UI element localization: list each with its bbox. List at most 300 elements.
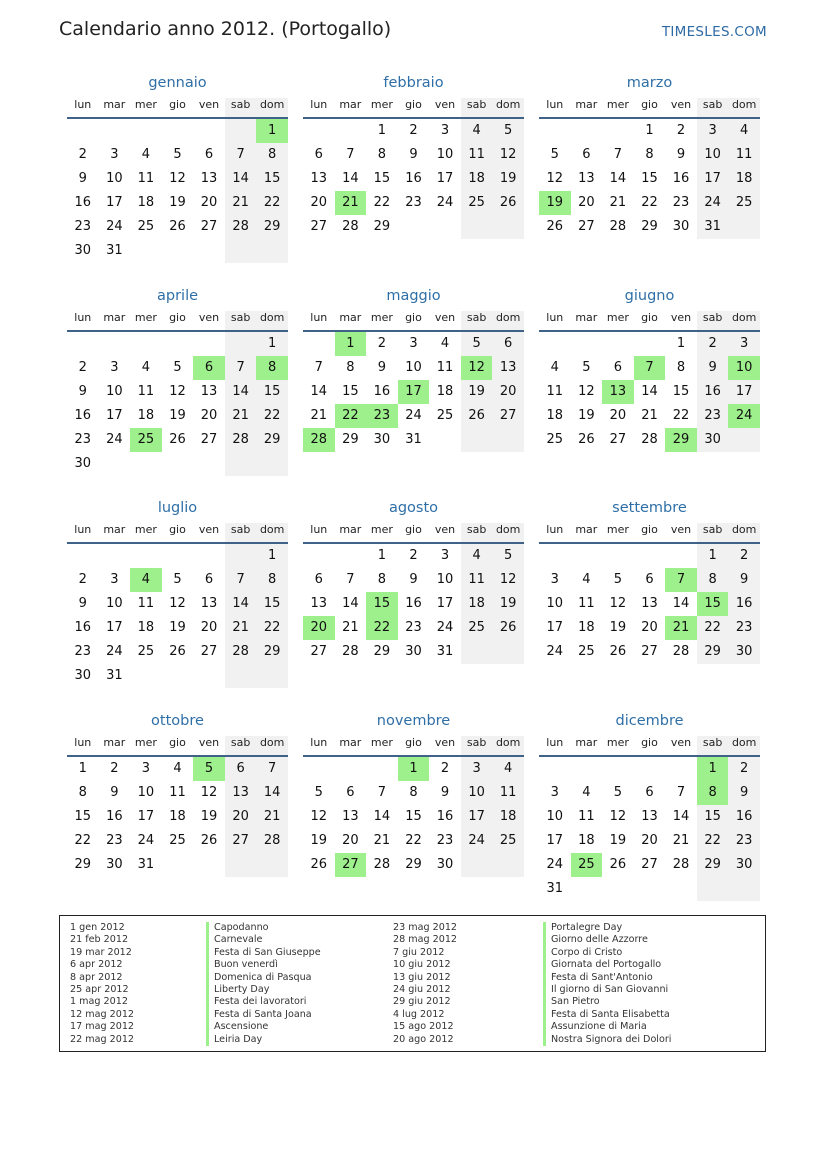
weekday-label: sab xyxy=(461,98,493,117)
holiday-day-cell: 7 xyxy=(665,568,697,592)
day-cell: 29 xyxy=(697,853,729,877)
empty-cell xyxy=(634,544,666,568)
weekday-label: dom xyxy=(256,311,288,330)
day-cell: 15 xyxy=(672,384,690,399)
weekday-label: gio xyxy=(405,736,422,749)
empty-cell xyxy=(539,544,571,568)
empty-cell xyxy=(429,215,461,239)
day-cell: 2 xyxy=(728,757,760,781)
month-name: maggio xyxy=(386,288,441,304)
day-cell: 29 xyxy=(342,432,359,447)
day-cell: 19 xyxy=(310,833,328,848)
day-cell: 16 xyxy=(106,809,123,824)
month-luglio xyxy=(67,498,288,688)
day-cell: 6 xyxy=(204,147,214,162)
day-cell: 3 xyxy=(550,572,559,587)
weekday-label: gio xyxy=(169,523,186,536)
day-cell: 28 xyxy=(225,428,257,452)
day-cell: 11 xyxy=(728,143,760,167)
day-cell: 1 xyxy=(377,548,387,563)
holiday-day-cell: 15 xyxy=(697,592,729,616)
day-cell: 23 xyxy=(74,644,92,659)
legend-date: 1 gen 2012 xyxy=(70,922,125,933)
weekday-label: dom xyxy=(492,523,524,542)
day-cell: 12 xyxy=(310,809,328,824)
day-cell: 11 xyxy=(436,360,454,375)
empty-cell xyxy=(634,332,666,356)
day-grid xyxy=(67,757,288,877)
day-cell: 25 xyxy=(436,408,454,423)
weekday-label: mer xyxy=(370,98,393,111)
month-name: ottobre xyxy=(151,713,204,729)
day-cell: 11 xyxy=(578,596,595,611)
day-cell: 19 xyxy=(492,167,524,191)
weekday-header xyxy=(539,523,760,542)
day-cell: 2 xyxy=(78,360,87,375)
empty-cell xyxy=(193,544,225,568)
day-cell: 30 xyxy=(672,219,690,234)
day-cell: 19 xyxy=(200,809,218,824)
day-cell: 26 xyxy=(200,833,218,848)
day-cell: 23 xyxy=(405,620,422,635)
legend-holiday-name: Ascensione xyxy=(206,1021,321,1033)
day-cell: 14 xyxy=(256,781,288,805)
weekday-label: gio xyxy=(405,311,422,324)
month-maggio xyxy=(303,286,524,452)
legend-date: 22 mag 2012 xyxy=(70,1033,135,1045)
empty-cell xyxy=(99,119,131,143)
day-cell: 23 xyxy=(74,219,92,234)
legend-dates-right xyxy=(393,922,457,1046)
day-cell: 20 xyxy=(492,380,524,404)
holiday-day-cell: 8 xyxy=(697,781,729,805)
day-cell: 22 xyxy=(697,829,729,853)
holiday-day-cell: 25 xyxy=(130,428,162,452)
day-cell: 10 xyxy=(697,143,729,167)
weekday-label: dom xyxy=(492,98,524,117)
day-cell: 10 xyxy=(137,785,155,800)
empty-cell xyxy=(303,119,335,143)
weekday-label: lun xyxy=(310,736,328,749)
weekday-header xyxy=(67,523,288,542)
day-cell: 17 xyxy=(546,620,564,635)
day-cell: 3 xyxy=(550,785,559,800)
legend-date: 15 ago 2012 xyxy=(393,1021,454,1033)
day-cell: 15 xyxy=(342,384,359,399)
empty-cell xyxy=(492,640,524,664)
empty-cell xyxy=(634,757,666,781)
weekday-label: mar xyxy=(339,98,362,111)
day-cell: 18 xyxy=(546,408,564,423)
day-cell: 17 xyxy=(728,380,760,404)
weekday-label: mar xyxy=(103,736,126,749)
day-cell: 30 xyxy=(697,428,729,452)
day-cell: 4 xyxy=(582,572,591,587)
legend-holiday-name: Festa di Sant'Antonio xyxy=(543,972,671,984)
day-cell: 17 xyxy=(106,408,123,423)
holiday-day-cell: 7 xyxy=(634,356,666,380)
day-cell: 6 xyxy=(314,572,323,587)
empty-cell xyxy=(193,332,225,356)
day-cell: 5 xyxy=(173,147,182,162)
day-cell: 1 xyxy=(256,332,288,356)
weekday-label: ven xyxy=(198,98,220,111)
day-cell: 3 xyxy=(110,147,119,162)
day-cell: 29 xyxy=(405,857,422,872)
day-cell: 8 xyxy=(676,360,686,375)
weekday-header xyxy=(539,98,760,117)
weekday-label: mer xyxy=(606,98,629,111)
day-cell: 25 xyxy=(461,191,493,215)
weekday-label: mer xyxy=(134,311,157,324)
day-cell: 28 xyxy=(373,857,391,872)
empty-cell xyxy=(256,452,288,476)
legend-date: 17 mag 2012 xyxy=(70,1021,135,1033)
empty-cell xyxy=(162,119,194,143)
weekday-label: sab xyxy=(697,523,729,542)
month-name: giugno xyxy=(624,288,675,304)
day-cell: 19 xyxy=(492,592,524,616)
month-giugno xyxy=(539,286,760,452)
empty-cell xyxy=(99,452,131,476)
day-cell: 28 xyxy=(672,857,690,872)
day-cell: 30 xyxy=(728,853,760,877)
empty-cell xyxy=(130,332,162,356)
weekday-label: ven xyxy=(670,98,692,111)
holiday-day-cell: 15 xyxy=(366,592,398,616)
day-cell: 20 xyxy=(342,833,359,848)
day-cell: 9 xyxy=(728,781,760,805)
day-cell: 2 xyxy=(440,761,450,776)
day-cell: 23 xyxy=(405,195,422,210)
empty-cell xyxy=(256,853,288,877)
month-name: agosto xyxy=(388,500,439,516)
legend-holiday-name: Liberty Day xyxy=(206,984,321,996)
holiday-day-cell: 22 xyxy=(335,404,367,428)
month-agosto xyxy=(303,498,524,664)
weekday-label: dom xyxy=(728,523,760,542)
day-cell: 6 xyxy=(613,360,623,375)
empty-cell xyxy=(303,544,335,568)
day-grid xyxy=(67,332,288,476)
weekday-label: lun xyxy=(74,523,92,536)
day-cell: 10 xyxy=(106,596,123,611)
holiday-day-cell: 24 xyxy=(728,404,760,428)
day-cell: 15 xyxy=(74,809,92,824)
day-cell: 2 xyxy=(110,761,119,776)
empty-cell xyxy=(99,544,131,568)
empty-cell xyxy=(162,332,194,356)
legend-holiday-name: Festa di Santa Joana xyxy=(206,1009,321,1021)
legend-holiday-name: Carnevale xyxy=(206,934,321,946)
empty-cell xyxy=(193,239,225,263)
weekday-label: mer xyxy=(370,523,393,536)
day-cell: 26 xyxy=(609,644,627,659)
day-cell: 22 xyxy=(373,195,391,210)
holiday-day-cell: 17 xyxy=(398,380,430,404)
day-cell: 26 xyxy=(169,219,186,234)
day-cell: 15 xyxy=(405,809,422,824)
month-name: febbraio xyxy=(383,75,444,91)
day-cell: 9 xyxy=(440,785,450,800)
legend-holiday-name: Il giorno di San Giovanni xyxy=(543,984,671,996)
empty-cell xyxy=(728,428,760,452)
day-cell: 22 xyxy=(672,408,690,423)
day-cell: 6 xyxy=(314,147,323,162)
empty-cell xyxy=(571,544,603,568)
day-cell: 12 xyxy=(492,143,524,167)
weekday-label: gio xyxy=(169,311,186,324)
legend-holiday-name: San Pietro xyxy=(543,996,671,1008)
day-cell: 24 xyxy=(546,644,564,659)
legend-holiday-name: Festa di San Giuseppe xyxy=(206,947,321,959)
day-cell: 18 xyxy=(461,592,493,616)
weekday-label: ven xyxy=(434,736,456,749)
day-cell: 23 xyxy=(728,616,760,640)
day-cell: 22 xyxy=(74,833,92,848)
weekday-label: lun xyxy=(74,98,92,111)
day-cell: 25 xyxy=(169,833,186,848)
weekday-label: sab xyxy=(225,523,257,542)
day-cell: 5 xyxy=(613,572,623,587)
day-cell: 9 xyxy=(78,171,87,186)
holiday-day-cell: 12 xyxy=(461,356,493,380)
holiday-day-cell: 21 xyxy=(665,616,697,640)
day-cell: 21 xyxy=(373,833,391,848)
day-cell: 14 xyxy=(641,384,658,399)
weekday-label: lun xyxy=(74,736,92,749)
day-cell: 13 xyxy=(310,596,328,611)
day-cell: 11 xyxy=(461,568,493,592)
day-cell: 8 xyxy=(256,143,288,167)
weekday-label: mar xyxy=(103,98,126,111)
day-cell: 14 xyxy=(225,167,257,191)
day-cell: 21 xyxy=(641,408,658,423)
legend-holiday-name: Festa dei lavoratori xyxy=(206,996,321,1008)
day-cell: 4 xyxy=(173,761,182,776)
day-grid xyxy=(539,544,760,664)
empty-cell xyxy=(366,757,398,781)
day-cell: 14 xyxy=(225,380,257,404)
day-cell: 12 xyxy=(578,384,595,399)
empty-cell xyxy=(225,332,257,356)
day-cell: 10 xyxy=(436,572,454,587)
day-cell: 27 xyxy=(200,432,218,447)
day-cell: 3 xyxy=(461,757,493,781)
day-cell: 6 xyxy=(645,785,654,800)
legend-holiday-name: Buon venerdì xyxy=(206,959,321,971)
weekday-label: sab xyxy=(225,98,257,117)
day-cell: 5 xyxy=(173,572,182,587)
weekday-label: mar xyxy=(339,736,362,749)
weekday-label: mer xyxy=(606,311,629,324)
day-cell: 12 xyxy=(169,384,186,399)
holiday-day-cell: 29 xyxy=(665,428,697,452)
weekday-label: ven xyxy=(198,311,220,324)
day-cell: 31 xyxy=(106,668,123,683)
month-name: luglio xyxy=(157,500,198,516)
day-cell: 14 xyxy=(342,171,359,186)
empty-cell xyxy=(162,452,194,476)
day-cell: 25 xyxy=(728,191,760,215)
holiday-day-cell: 19 xyxy=(539,191,571,215)
day-cell: 11 xyxy=(169,785,186,800)
day-cell: 6 xyxy=(204,572,214,587)
day-cell: 13 xyxy=(641,596,658,611)
weekday-label: sab xyxy=(225,311,257,330)
day-cell: 26 xyxy=(461,404,493,428)
brand-link[interactable]: TIMESLES.COM xyxy=(661,24,767,40)
day-cell: 5 xyxy=(314,785,323,800)
legend-holiday-name: Leiria Day xyxy=(206,1034,321,1046)
weekday-label: ven xyxy=(198,736,220,749)
weekday-label: mer xyxy=(134,736,157,749)
month-name: aprile xyxy=(156,288,199,304)
day-cell: 22 xyxy=(405,833,422,848)
empty-cell xyxy=(492,853,524,877)
legend-date: 13 giu 2012 xyxy=(393,971,451,983)
legend-date: 8 apr 2012 xyxy=(70,971,123,983)
day-cell: 22 xyxy=(256,616,288,640)
day-grid xyxy=(303,757,524,877)
day-cell: 25 xyxy=(137,644,155,659)
weekday-label: gio xyxy=(641,311,658,324)
day-cell: 5 xyxy=(492,119,524,143)
day-cell: 20 xyxy=(225,805,257,829)
day-cell: 30 xyxy=(106,857,123,872)
day-cell: 19 xyxy=(609,833,627,848)
day-grid xyxy=(303,544,524,664)
day-cell: 14 xyxy=(342,596,359,611)
holiday-day-cell: 25 xyxy=(571,853,603,877)
day-cell: 25 xyxy=(578,644,595,659)
empty-cell xyxy=(193,664,225,688)
day-cell: 16 xyxy=(74,620,92,635)
weekday-header xyxy=(67,98,288,117)
day-cell: 7 xyxy=(613,147,623,162)
day-cell: 25 xyxy=(461,616,493,640)
day-cell: 4 xyxy=(492,757,524,781)
weekday-header xyxy=(67,311,288,330)
day-cell: 30 xyxy=(728,640,760,664)
empty-cell xyxy=(193,452,225,476)
day-cell: 18 xyxy=(492,805,524,829)
empty-cell xyxy=(665,877,697,901)
day-cell: 6 xyxy=(645,572,654,587)
weekday-label: gio xyxy=(405,523,422,536)
day-cell: 10 xyxy=(106,171,123,186)
day-cell: 16 xyxy=(436,809,454,824)
day-cell: 16 xyxy=(405,596,422,611)
day-cell: 10 xyxy=(546,596,564,611)
day-cell: 20 xyxy=(641,833,658,848)
empty-cell xyxy=(398,215,430,239)
month-febbraio xyxy=(303,73,524,239)
day-cell: 12 xyxy=(492,568,524,592)
holiday-legend xyxy=(59,915,766,1052)
weekday-label: mar xyxy=(575,736,598,749)
day-cell: 24 xyxy=(546,857,564,872)
day-cell: 9 xyxy=(409,147,418,162)
day-cell: 7 xyxy=(377,785,387,800)
day-cell: 16 xyxy=(74,195,92,210)
weekday-label: mer xyxy=(370,736,393,749)
day-cell: 2 xyxy=(728,544,760,568)
day-cell: 24 xyxy=(697,191,729,215)
day-cell: 24 xyxy=(106,219,123,234)
day-cell: 8 xyxy=(256,568,288,592)
weekday-header xyxy=(539,311,760,330)
day-cell: 28 xyxy=(342,219,359,234)
legend-holiday-name: Festa di Santa Elisabetta xyxy=(543,1009,671,1021)
weekday-label: lun xyxy=(310,98,328,111)
weekday-label: sab xyxy=(697,311,729,330)
day-cell: 25 xyxy=(546,432,564,447)
day-cell: 13 xyxy=(200,596,218,611)
day-cell: 3 xyxy=(440,123,450,138)
legend-date: 20 ago 2012 xyxy=(393,1033,454,1045)
day-cell: 6 xyxy=(582,147,591,162)
empty-cell xyxy=(728,877,760,901)
day-cell: 21 xyxy=(225,404,257,428)
day-cell: 22 xyxy=(641,195,658,210)
day-cell: 12 xyxy=(169,596,186,611)
empty-cell xyxy=(602,332,634,356)
day-cell: 4 xyxy=(440,336,450,351)
empty-cell xyxy=(193,853,225,877)
day-cell: 6 xyxy=(346,785,355,800)
day-cell: 21 xyxy=(310,408,328,423)
empty-cell xyxy=(130,664,162,688)
day-cell: 27 xyxy=(609,432,627,447)
day-cell: 10 xyxy=(405,360,422,375)
weekday-label: ven xyxy=(670,523,692,536)
day-cell: 2 xyxy=(78,572,87,587)
day-cell: 5 xyxy=(492,544,524,568)
day-cell: 30 xyxy=(74,456,92,471)
day-cell: 15 xyxy=(373,171,391,186)
empty-cell xyxy=(429,428,461,452)
weekday-label: lun xyxy=(74,311,92,324)
weekday-label: sab xyxy=(225,736,257,755)
holiday-day-cell: 5 xyxy=(193,757,225,781)
weekday-label: mar xyxy=(575,311,598,324)
day-cell: 26 xyxy=(546,219,564,234)
day-cell: 26 xyxy=(169,432,186,447)
day-cell: 28 xyxy=(225,215,257,239)
weekday-label: mer xyxy=(134,98,157,111)
day-cell: 10 xyxy=(461,781,493,805)
day-cell: 29 xyxy=(373,219,391,234)
day-cell: 1 xyxy=(377,123,387,138)
day-cell: 11 xyxy=(492,781,524,805)
empty-cell xyxy=(335,119,367,143)
holiday-day-cell: 1 xyxy=(335,332,367,356)
weekday-label: ven xyxy=(670,311,692,324)
empty-cell xyxy=(571,119,603,143)
day-cell: 31 xyxy=(546,881,564,896)
day-cell: 19 xyxy=(461,380,493,404)
day-cell: 9 xyxy=(78,596,87,611)
holiday-day-cell: 6 xyxy=(193,356,225,380)
day-cell: 18 xyxy=(728,167,760,191)
weekday-label: sab xyxy=(461,736,493,755)
month-gennaio xyxy=(67,73,288,263)
day-cell: 1 xyxy=(645,123,654,138)
empty-cell xyxy=(335,544,367,568)
day-cell: 20 xyxy=(641,620,658,635)
empty-cell xyxy=(665,757,697,781)
